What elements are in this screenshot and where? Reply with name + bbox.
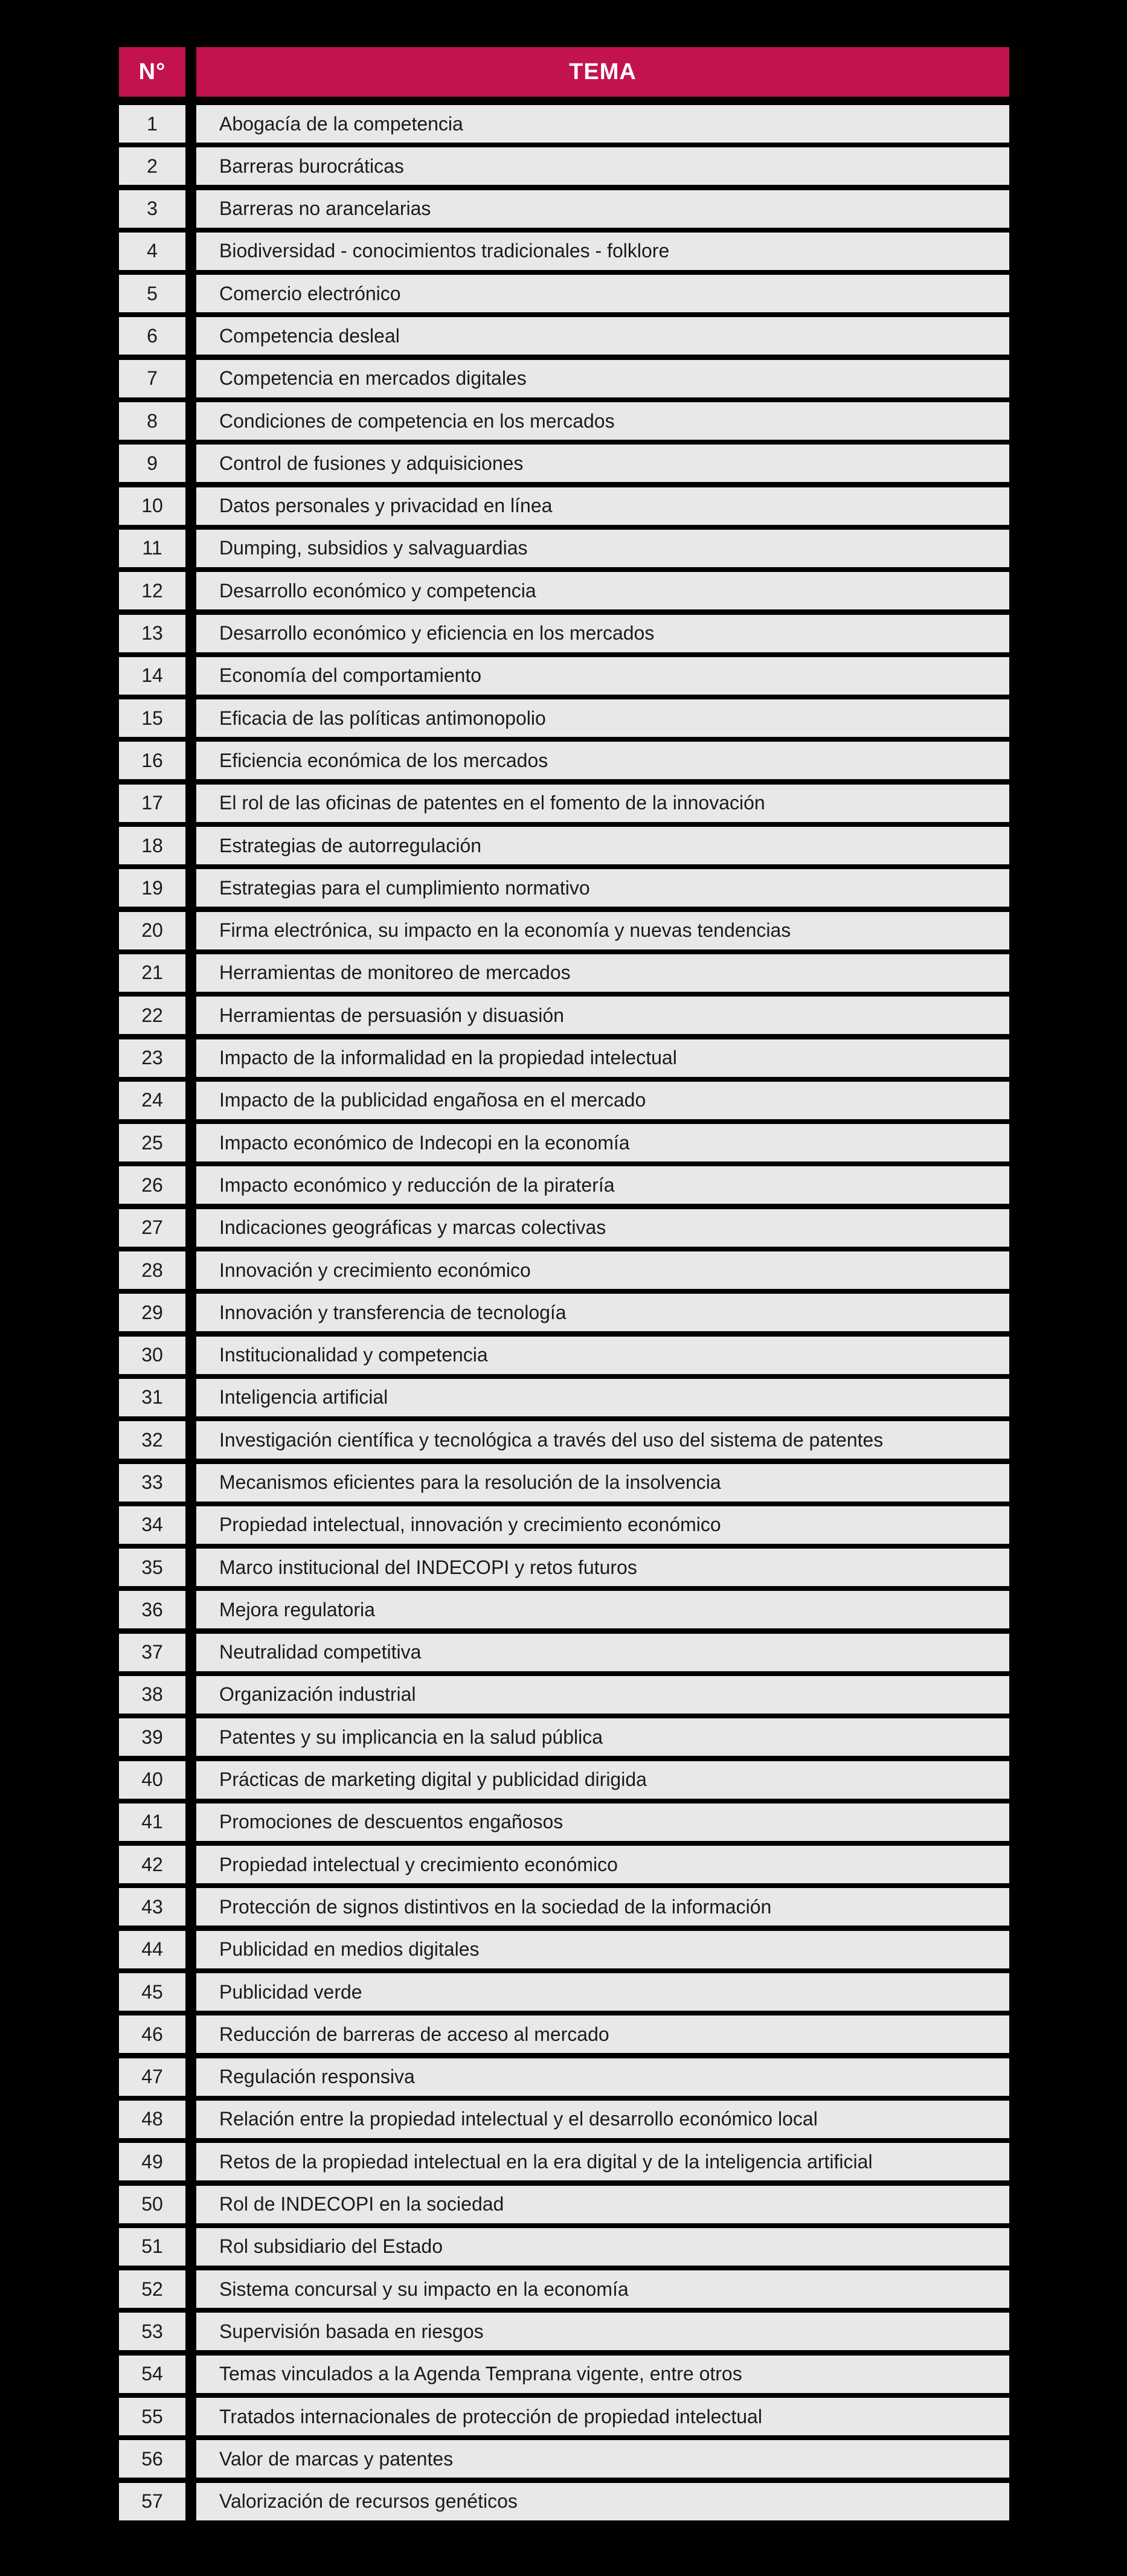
table-row <box>119 1124 1009 1161</box>
row-number-cell: 28 <box>119 1251 185 1289</box>
row-topic-cell: Innovación y crecimiento económico <box>196 1251 1009 1289</box>
table-row <box>119 105 1009 143</box>
row-topic-cell: Patentes y su implicancia en la salud pública <box>196 1718 1009 1756</box>
row-topic-cell: Impacto económico y reducción de la piratería <box>196 1166 1009 1204</box>
row-number-cell: 55 <box>119 2398 185 2435</box>
row-topic-cell: Economía del comportamiento <box>196 657 1009 695</box>
row-number-cell: 39 <box>119 1718 185 1756</box>
row-topic-cell: Sistema concursal y su impacto en la economía <box>196 2270 1009 2308</box>
row-topic-cell: Inteligencia artificial <box>196 1379 1009 1416</box>
header-cell-number: N° <box>119 47 185 97</box>
row-number-cell: 54 <box>119 2356 185 2393</box>
row-topic-cell: Comercio electrónico <box>196 275 1009 312</box>
row-topic-cell: Tratados internacionales de protección de propiedad intelectual <box>196 2398 1009 2435</box>
row-topic-cell: Temas vinculados a la Agenda Temprana vigente, entre otros <box>196 2356 1009 2393</box>
row-number-cell: 41 <box>119 1804 185 1841</box>
row-topic-cell: Institucionalidad y competencia <box>196 1337 1009 1374</box>
row-number-cell: 47 <box>119 2058 185 2096</box>
row-topic-cell: Propiedad intelectual y crecimiento económico <box>196 1846 1009 1883</box>
table-row <box>119 1549 1009 1586</box>
table-row <box>119 2143 1009 2180</box>
row-topic-cell: Barreras no arancelarias <box>196 190 1009 228</box>
row-number-cell: 16 <box>119 742 185 779</box>
row-topic-cell: Competencia desleal <box>196 317 1009 355</box>
table-row <box>119 1251 1009 1289</box>
row-topic-cell: Investigación científica y tecnológica a través del uso del sistema de patentes <box>196 1421 1009 1459</box>
row-topic-cell: Reducción de barreras de acceso al mercado <box>196 2016 1009 2053</box>
row-topic-cell: El rol de las oficinas de patentes en el fomento de la innovación <box>196 785 1009 822</box>
row-topic-cell: Organización industrial <box>196 1676 1009 1714</box>
row-number-cell: 38 <box>119 1676 185 1714</box>
table-header-row <box>119 47 1009 97</box>
table-row <box>119 487 1009 525</box>
row-number-cell: 34 <box>119 1506 185 1544</box>
table-row <box>119 317 1009 355</box>
table-row <box>119 1039 1009 1077</box>
row-topic-cell: Mecanismos eficientes para la resolución de la insolvencia <box>196 1464 1009 1502</box>
table-row <box>119 2313 1009 2350</box>
row-number-cell: 53 <box>119 2313 185 2350</box>
table-row <box>119 1464 1009 1502</box>
row-number-cell: 52 <box>119 2270 185 2308</box>
row-topic-cell: Valor de marcas y patentes <box>196 2440 1009 2478</box>
row-topic-cell: Impacto de la publicidad engañosa en el mercado <box>196 1082 1009 1119</box>
row-topic-cell: Neutralidad competitiva <box>196 1634 1009 1671</box>
table-row <box>119 1804 1009 1841</box>
table-row <box>119 1337 1009 1374</box>
table-row <box>119 2483 1009 2520</box>
table-row <box>119 615 1009 652</box>
row-topic-cell: Protección de signos distintivos en la sociedad de la información <box>196 1888 1009 1926</box>
table-body <box>119 105 1009 2520</box>
row-topic-cell: Herramientas de persuasión y disuasión <box>196 997 1009 1034</box>
table-row <box>119 2016 1009 2053</box>
table-row <box>119 2356 1009 2393</box>
table-row <box>119 657 1009 695</box>
table-row <box>119 1634 1009 1671</box>
row-topic-cell: Retos de la propiedad intelectual en la era digital y de la inteligencia artificial <box>196 2143 1009 2180</box>
row-number-cell: 13 <box>119 615 185 652</box>
row-topic-cell: Control de fusiones y adquisiciones <box>196 445 1009 482</box>
row-topic-cell: Eficiencia económica de los mercados <box>196 742 1009 779</box>
table-row <box>119 869 1009 907</box>
row-topic-cell: Prácticas de marketing digital y publicidad dirigida <box>196 1761 1009 1799</box>
row-number-cell: 18 <box>119 827 185 864</box>
row-number-cell: 5 <box>119 275 185 312</box>
row-topic-cell: Estrategias para el cumplimiento normativo <box>196 869 1009 907</box>
row-number-cell: 30 <box>119 1337 185 1374</box>
row-topic-cell: Supervisión basada en riesgos <box>196 2313 1009 2350</box>
table-row <box>119 445 1009 482</box>
row-topic-cell: Impacto económico de Indecopi en la economía <box>196 1124 1009 1161</box>
row-number-cell: 57 <box>119 2483 185 2520</box>
table-row <box>119 2058 1009 2096</box>
row-topic-cell: Eficacia de las políticas antimonopolio <box>196 699 1009 737</box>
row-number-cell: 3 <box>119 190 185 228</box>
table-row <box>119 1421 1009 1459</box>
table-row <box>119 1973 1009 2011</box>
row-number-cell: 19 <box>119 869 185 907</box>
table-row <box>119 530 1009 567</box>
topics-table <box>119 47 1009 2520</box>
table-row <box>119 1294 1009 1331</box>
table-row <box>119 190 1009 228</box>
table-row <box>119 275 1009 312</box>
row-number-cell: 35 <box>119 1549 185 1586</box>
table-row <box>119 1379 1009 1416</box>
row-number-cell: 4 <box>119 233 185 270</box>
row-number-cell: 43 <box>119 1888 185 1926</box>
row-number-cell: 48 <box>119 2101 185 2138</box>
table-row <box>119 2186 1009 2223</box>
row-number-cell: 1 <box>119 105 185 143</box>
row-number-cell: 40 <box>119 1761 185 1799</box>
row-number-cell: 44 <box>119 1931 185 1968</box>
row-number-cell: 27 <box>119 1209 185 1247</box>
row-number-cell: 22 <box>119 997 185 1034</box>
table-row <box>119 997 1009 1034</box>
table-row <box>119 2270 1009 2308</box>
row-number-cell: 21 <box>119 954 185 992</box>
table-row <box>119 1082 1009 1119</box>
table-row <box>119 742 1009 779</box>
row-topic-cell: Desarrollo económico y eficiencia en los mercados <box>196 615 1009 652</box>
row-number-cell: 32 <box>119 1421 185 1459</box>
row-number-cell: 9 <box>119 445 185 482</box>
row-topic-cell: Firma electrónica, su impacto en la economía y nuevas tendencias <box>196 912 1009 949</box>
row-number-cell: 11 <box>119 530 185 567</box>
row-topic-cell: Impacto de la informalidad en la propiedad intelectual <box>196 1039 1009 1077</box>
row-number-cell: 25 <box>119 1124 185 1161</box>
row-topic-cell: Rol de INDECOPI en la sociedad <box>196 2186 1009 2223</box>
row-topic-cell: Promociones de descuentos engañosos <box>196 1804 1009 1841</box>
row-number-cell: 31 <box>119 1379 185 1416</box>
row-number-cell: 24 <box>119 1082 185 1119</box>
row-number-cell: 7 <box>119 360 185 397</box>
row-number-cell: 14 <box>119 657 185 695</box>
table-row <box>119 1166 1009 1204</box>
row-number-cell: 42 <box>119 1846 185 1883</box>
row-topic-cell: Mejora regulatoria <box>196 1591 1009 1628</box>
row-number-cell: 51 <box>119 2228 185 2266</box>
row-number-cell: 6 <box>119 317 185 355</box>
row-number-cell: 2 <box>119 147 185 185</box>
row-topic-cell: Abogacía de la competencia <box>196 105 1009 143</box>
row-topic-cell: Biodiversidad - conocimientos tradicionales - folklore <box>196 233 1009 270</box>
row-topic-cell: Competencia en mercados digitales <box>196 360 1009 397</box>
row-topic-cell: Indicaciones geográficas y marcas colectivas <box>196 1209 1009 1247</box>
row-number-cell: 15 <box>119 699 185 737</box>
row-number-cell: 17 <box>119 785 185 822</box>
row-topic-cell: Condiciones de competencia en los mercados <box>196 402 1009 440</box>
row-number-cell: 49 <box>119 2143 185 2180</box>
row-topic-cell: Regulación responsiva <box>196 2058 1009 2096</box>
table-row <box>119 1676 1009 1714</box>
row-number-cell: 37 <box>119 1634 185 1671</box>
row-topic-cell: Publicidad en medios digitales <box>196 1931 1009 1968</box>
table-row <box>119 147 1009 185</box>
row-topic-cell: Dumping, subsidios y salvaguardias <box>196 530 1009 567</box>
row-number-cell: 12 <box>119 572 185 609</box>
table-row <box>119 402 1009 440</box>
table-row <box>119 2440 1009 2478</box>
table-row <box>119 1846 1009 1883</box>
row-topic-cell: Datos personales y privacidad en línea <box>196 487 1009 525</box>
row-topic-cell: Innovación y transferencia de tecnología <box>196 1294 1009 1331</box>
row-number-cell: 23 <box>119 1039 185 1077</box>
row-number-cell: 8 <box>119 402 185 440</box>
table-row <box>119 1761 1009 1799</box>
table-row <box>119 1718 1009 1756</box>
table-row <box>119 827 1009 864</box>
table-row <box>119 785 1009 822</box>
table-row <box>119 233 1009 270</box>
header-cell-tema: TEMA <box>196 47 1009 97</box>
row-number-cell: 29 <box>119 1294 185 1331</box>
row-number-cell: 50 <box>119 2186 185 2223</box>
row-number-cell: 20 <box>119 912 185 949</box>
row-topic-cell: Desarrollo económico y competencia <box>196 572 1009 609</box>
row-number-cell: 26 <box>119 1166 185 1204</box>
table-row <box>119 2101 1009 2138</box>
row-topic-cell: Marco institucional del INDECOPI y retos futuros <box>196 1549 1009 1586</box>
table-row <box>119 699 1009 737</box>
table-row <box>119 1506 1009 1544</box>
table-row <box>119 2398 1009 2435</box>
table-row <box>119 1931 1009 1968</box>
row-number-cell: 36 <box>119 1591 185 1628</box>
row-topic-cell: Estrategias de autorregulación <box>196 827 1009 864</box>
row-topic-cell: Relación entre la propiedad intelectual y el desarrollo económico local <box>196 2101 1009 2138</box>
row-topic-cell: Barreras burocráticas <box>196 147 1009 185</box>
row-number-cell: 33 <box>119 1464 185 1502</box>
row-topic-cell: Rol subsidiario del Estado <box>196 2228 1009 2266</box>
table-row <box>119 360 1009 397</box>
row-number-cell: 56 <box>119 2440 185 2478</box>
row-topic-cell: Propiedad intelectual, innovación y crecimiento económico <box>196 1506 1009 1544</box>
row-topic-cell: Publicidad verde <box>196 1973 1009 2011</box>
table-row <box>119 1591 1009 1628</box>
row-topic-cell: Valorización de recursos genéticos <box>196 2483 1009 2520</box>
table-row <box>119 954 1009 992</box>
row-number-cell: 45 <box>119 1973 185 2011</box>
row-number-cell: 46 <box>119 2016 185 2053</box>
table-row <box>119 572 1009 609</box>
table-row <box>119 2228 1009 2266</box>
table-row <box>119 912 1009 949</box>
row-number-cell: 10 <box>119 487 185 525</box>
table-row <box>119 1888 1009 1926</box>
table-row <box>119 1209 1009 1247</box>
row-topic-cell: Herramientas de monitoreo de mercados <box>196 954 1009 992</box>
